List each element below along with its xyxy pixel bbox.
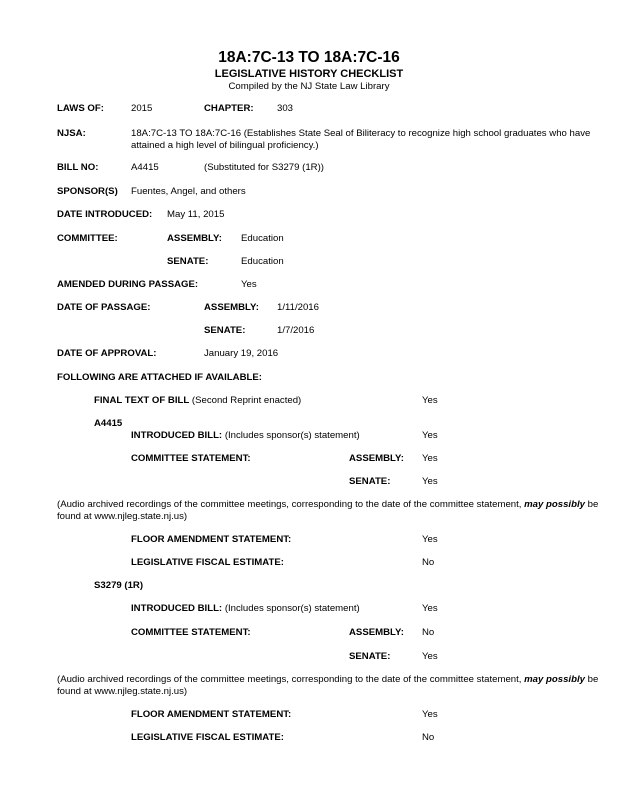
cs-assembly-value: No — [422, 627, 435, 638]
committee-statement-label: COMMITTEE STATEMENT: — [131, 627, 251, 638]
sponsor-value: Fuentes, Angel, and others — [131, 186, 246, 197]
floor-amendment-label: FLOOR AMENDMENT STATEMENT: — [131, 534, 292, 545]
passage-senate-label: SENATE: — [204, 325, 246, 336]
cs-senate-label: SENATE: — [349, 476, 391, 487]
bill-name-s3279: S3279 (1R) — [94, 580, 144, 591]
audio-note-pre: (Audio archived recordings of the committee meetings, corresponding to the date of the committee statement, — [57, 674, 522, 685]
introduced-row — [131, 430, 360, 442]
introduced-label: INTRODUCED BILL: — [131, 430, 223, 441]
audio-note-post: be found at www.njleg.state.nj.us) — [57, 499, 599, 522]
amended-label: AMENDED DURING PASSAGE: — [57, 279, 199, 290]
laws-of-label: LAWS OF: — [57, 103, 104, 114]
committee-assembly-value: Education — [241, 233, 284, 244]
introduced-value: Yes — [422, 430, 438, 441]
bill-no-label: BILL NO: — [57, 162, 99, 173]
introduced-value: Yes — [422, 603, 438, 614]
amended-value: Yes — [241, 279, 257, 290]
passage-assembly-label: ASSEMBLY: — [204, 302, 259, 313]
audio-note — [57, 674, 607, 698]
introduced-note: (Includes sponsor(s) statement) — [224, 430, 360, 441]
final-text-row — [94, 395, 301, 407]
fiscal-estimate-value: No — [422, 732, 435, 743]
cs-senate-value: Yes — [422, 476, 438, 487]
final-text-value: Yes — [422, 395, 438, 406]
final-text-label: FINAL TEXT OF BILL — [94, 395, 190, 406]
bill-name-a4415: A4415 — [94, 418, 123, 429]
laws-of-value: 2015 — [131, 103, 153, 114]
audio-note-emph: may possibly — [524, 674, 585, 685]
njsa-value: 18A:7C-13 TO 18A:7C-16 (Establishes State Seal of Biliteracy to recognize high school graduates who have attained a high level of bilingual proficiency.) — [131, 128, 591, 151]
page-subtitle: LEGISLATIVE HISTORY CHECKLIST — [214, 68, 404, 80]
passage-label: DATE OF PASSAGE: — [57, 302, 151, 313]
committee-senate-value: Education — [241, 256, 284, 267]
floor-amendment-label: FLOOR AMENDMENT STATEMENT: — [131, 709, 292, 720]
introduced-label: INTRODUCED BILL: — [131, 603, 223, 614]
committee-label: COMMITTEE: — [57, 233, 118, 244]
committee-assembly-label: ASSEMBLY: — [167, 233, 222, 244]
approval-label: DATE OF APPROVAL: — [57, 348, 157, 359]
final-text-note: (Second Reprint enacted) — [191, 395, 302, 406]
chapter-label: CHAPTER: — [204, 103, 254, 114]
compiled-by: Compiled by the NJ State Law Library — [228, 81, 390, 92]
introduced-row — [131, 603, 360, 615]
attached-heading: FOLLOWING ARE ATTACHED IF AVAILABLE: — [57, 372, 262, 383]
fiscal-estimate-label: LEGISLATIVE FISCAL ESTIMATE: — [131, 557, 284, 568]
committee-senate-label: SENATE: — [167, 256, 209, 267]
audio-note — [57, 499, 607, 523]
cs-assembly-value: Yes — [422, 453, 438, 464]
approval-value: January 19, 2016 — [204, 348, 279, 359]
fiscal-estimate-label: LEGISLATIVE FISCAL ESTIMATE: — [131, 732, 284, 743]
audio-note-emph: may possibly — [524, 499, 585, 510]
cs-senate-label: SENATE: — [349, 651, 391, 662]
njsa-label: NJSA: — [57, 128, 86, 139]
date-introduced-value: May 11, 2015 — [167, 209, 225, 220]
cs-assembly-label: ASSEMBLY: — [349, 453, 404, 464]
substituted-note: (Substituted for S3279 (1R)) — [204, 162, 324, 173]
cs-assembly-label: ASSEMBLY: — [349, 627, 404, 638]
page-title: 18A:7C-13 TO 18A:7C-16 — [218, 49, 400, 66]
sponsor-label: SPONSOR(S) — [57, 186, 118, 197]
bill-no-value: A4415 — [131, 162, 159, 173]
audio-note-pre: (Audio archived recordings of the committee meetings, corresponding to the date of the committee statement, — [57, 499, 522, 510]
audio-note-post: be found at www.njleg.state.nj.us) — [57, 674, 599, 697]
date-introduced-label: DATE INTRODUCED: — [57, 209, 153, 220]
passage-assembly-value: 1/11/2016 — [277, 302, 319, 313]
committee-statement-label: COMMITTEE STATEMENT: — [131, 453, 251, 464]
fiscal-estimate-value: No — [422, 557, 435, 568]
introduced-note: (Includes sponsor(s) statement) — [224, 603, 360, 614]
floor-amendment-value: Yes — [422, 709, 438, 720]
chapter-value: 303 — [277, 103, 294, 114]
passage-senate-value: 1/7/2016 — [277, 325, 315, 336]
floor-amendment-value: Yes — [422, 534, 438, 545]
cs-senate-value: Yes — [422, 651, 438, 662]
